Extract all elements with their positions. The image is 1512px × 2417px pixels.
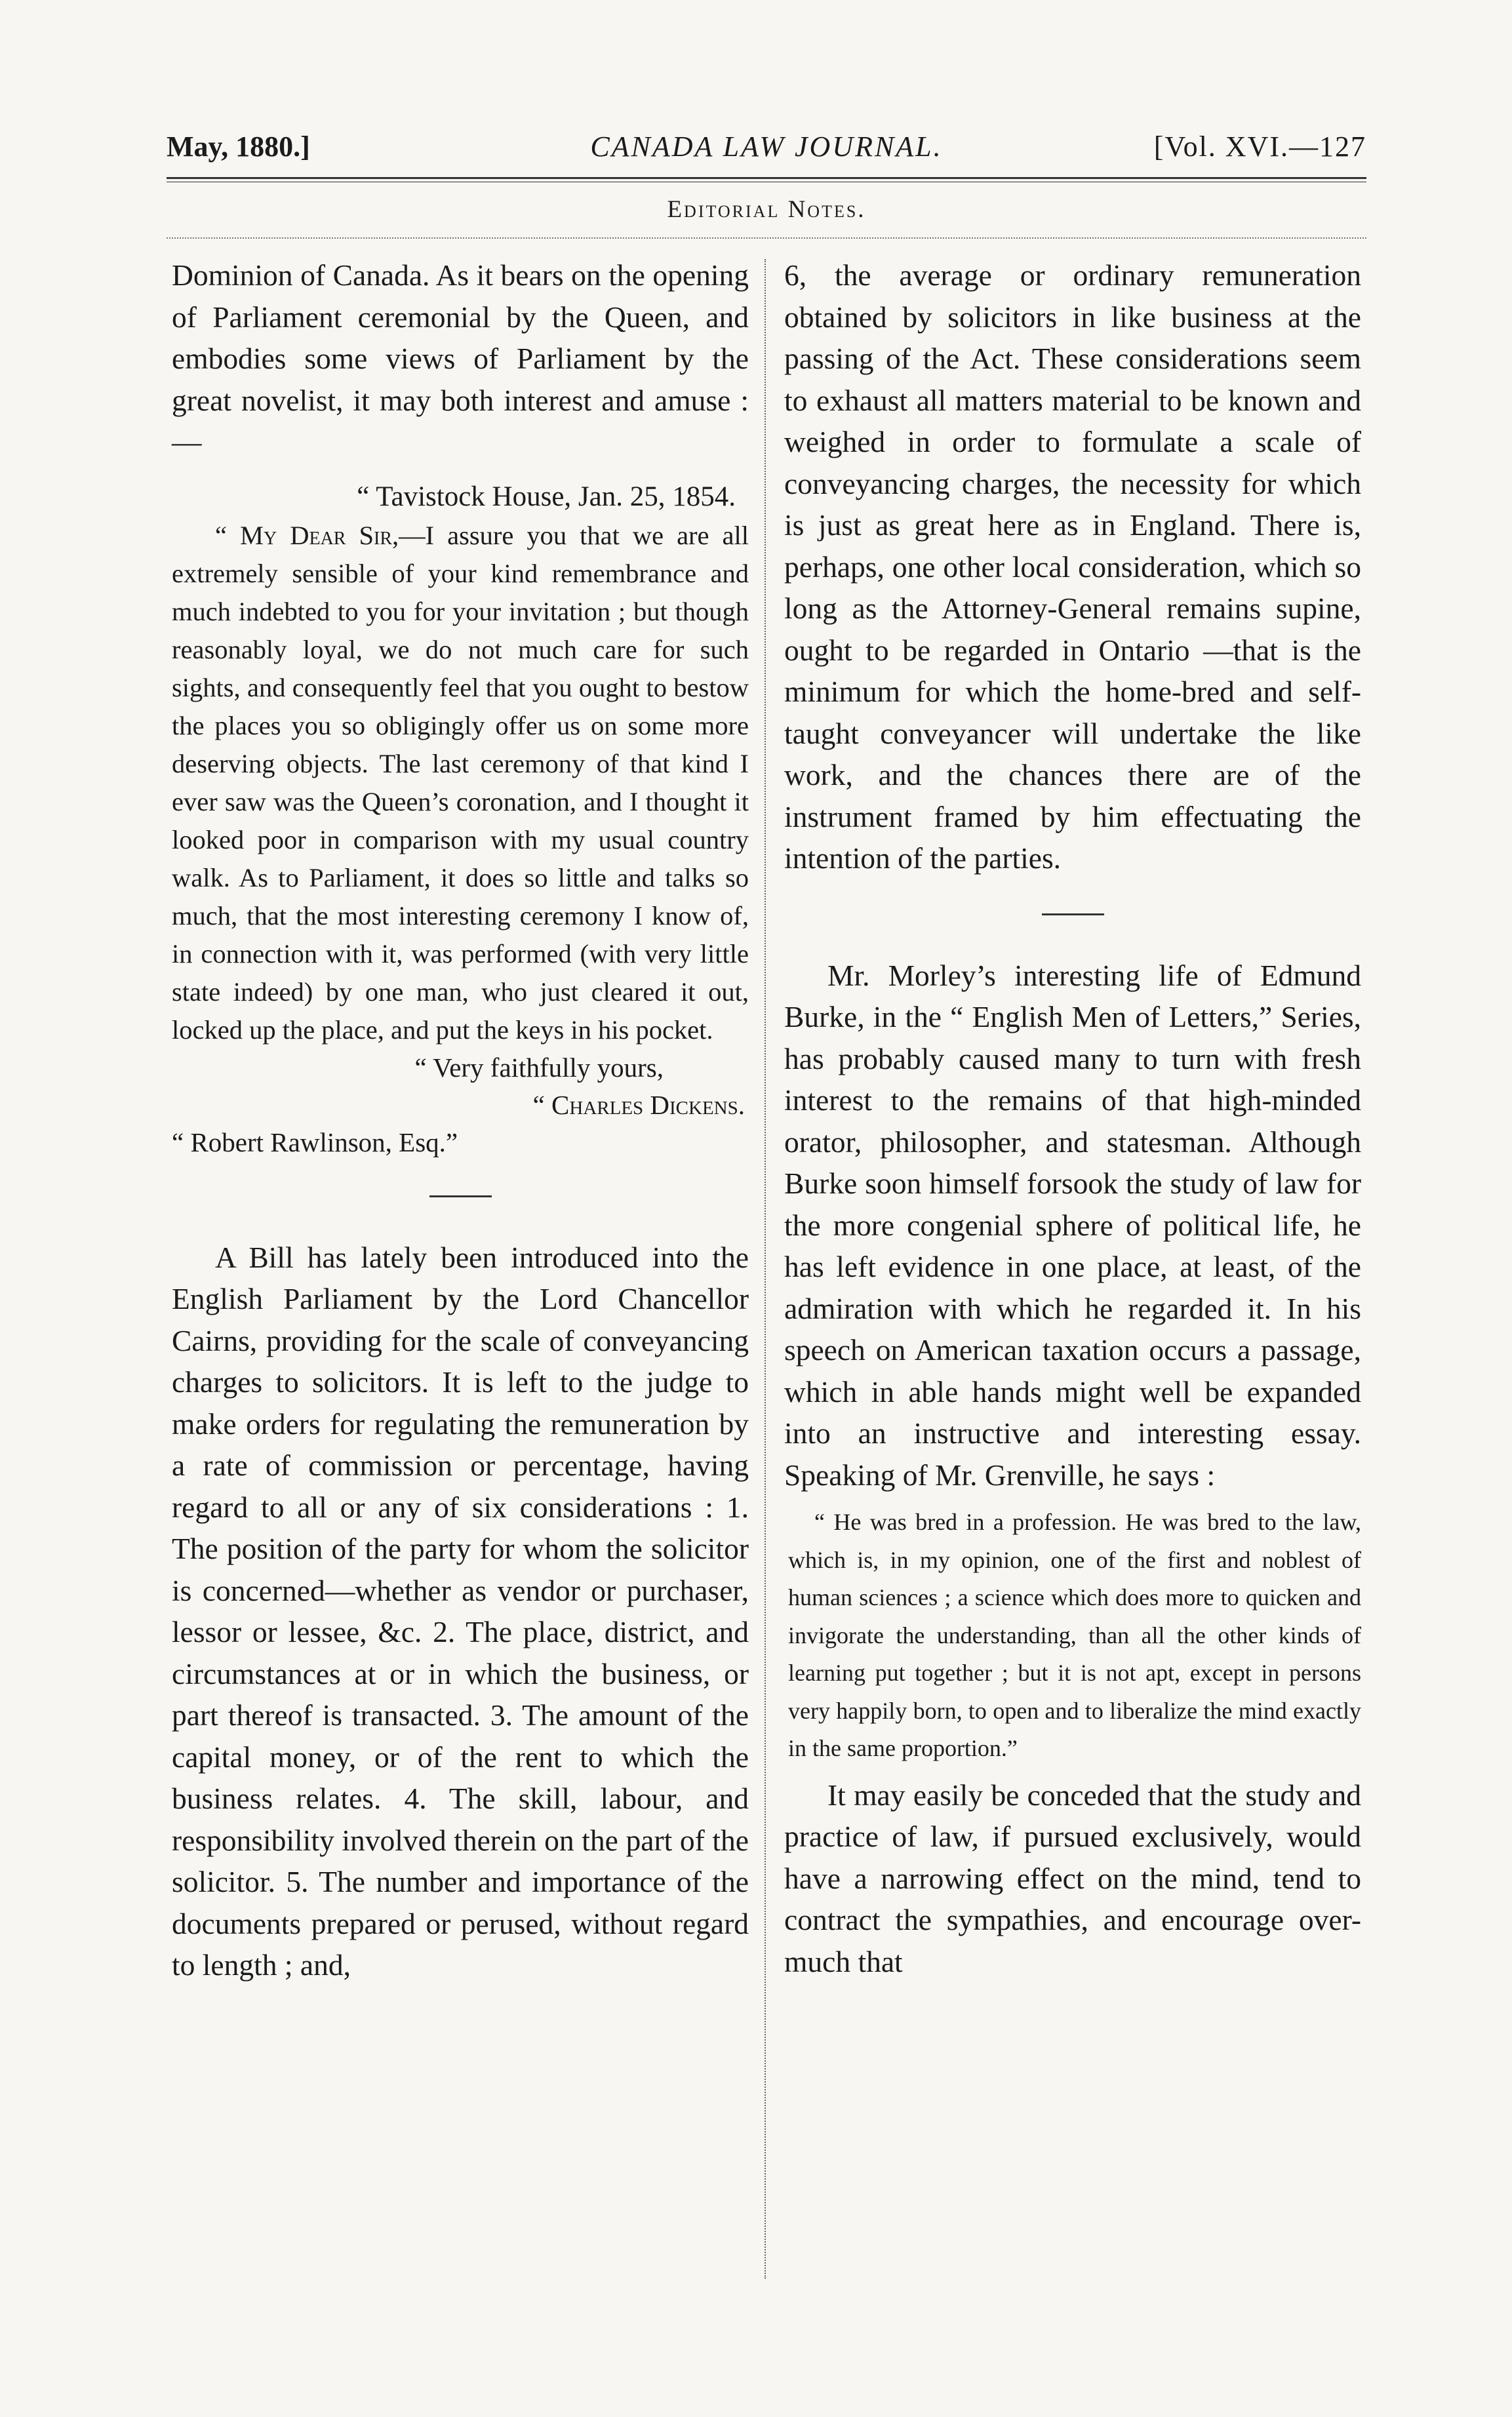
journal-title: CANADA LAW JOURNAL. — [590, 130, 943, 163]
continuation-paragraph: 6, the average or ordinary remuneration obtained by solicitors in like business at the passing of the Act. These considerations seem to exhaust all matters material to be known and weighed in order to formulate a scale of conveyancing charges, the necessity for which is just as great here as in England. There is, perhaps, one other local consideration, which so long as the Attorney-General remains supine, ought to be regarded in Ontario —that is the minimum for which the home-bred and self-taught conveyancer will undertake the like work, and the chances there are of the instrument framed by him effectuating the intention of the parties. — [784, 258, 1361, 875]
letter-dateline: “ Tavistock House, Jan. 25, 1854. — [357, 481, 736, 512]
section-rule — [167, 237, 1366, 239]
volume-page: [Vol. XVI.—127 — [1153, 130, 1366, 163]
header-rule-top — [167, 177, 1366, 179]
running-header — [167, 130, 1366, 169]
bill-paragraph: A Bill has lately been introduced into the English Parliament by the Lord Chancellor Cairns, providing for the scale of conveyancing charges to solicitors. It is left to the judge to make orders for regulating the remuneration by a rate of commission or percentage, having regard to all or any of six considerations : 1. The position of the party for whom the solicitor is concerned—whether as vendor or purchaser, lessor or lessee, &c. 2. The place, district, and circumstances at or in which the business, or part thereof is transacted. 3. The amount of the capital money, or of the rent to which the business relates. 4. The skill, labour, and responsibility involved therein on the part of the solicitor. 5. The number and importance of the documents prepared or perused, without regard to length ; and, — [172, 1240, 749, 1982]
letter-addressee: “ Robert Rawlinson, Esq.” — [172, 1127, 458, 1157]
letter-text: —I assure you that we are all extremely sensible of your kind remembrance and much indebted to you for your invitation ; but though reasonably loyal, we do not much care for such sights, and consequently feel that you ought to bestow the places you so obligingly offer us on some more deserving objects. The last ceremony of that kind I ever saw was the Queen’s coronation, and I thought it looked poor in comparison with my usual country walk. As to Parliament, it does so little and talks so much, that the most interesting ceremony I know of, in connection with it, was performed (with very little state indeed) by one man, who just cleared it out, locked up the place, and put the keys in his pocket. — [172, 520, 749, 1045]
left-column — [172, 254, 749, 1986]
letter-signature: “ Charles Dickens. — [532, 1089, 745, 1120]
letter-closing: “ Very faithfully yours, — [414, 1052, 664, 1083]
header-date: May, 1880.] — [167, 130, 310, 163]
letter-body — [172, 517, 749, 1049]
column-divider — [765, 259, 766, 2279]
right-column — [784, 254, 1361, 1982]
section-heading: Editorial Notes. — [667, 196, 866, 223]
final-paragraph: It may easily be conceded that the study and practice of law, if pursued exclusively, would have a narrowing effect on the mind, tend to contract the sympathies, and encourage over-much that — [784, 1778, 1361, 1978]
letter-salutation: “ My Dear Sir, — [215, 520, 399, 550]
burke-paragraph: Mr. Morley’s interesting life of Edmund Burke, in the “ English Men of Letters,” Series, has probably caused many to turn with fresh interest to the remains of that high-minded orator, philosopher, and statesman. Although Burke soon himself forsook the study of law for the more congenial sphere of political life, he has left evidence in one place, at least, of the admiration with which he regarded it. In his speech on American taxation occurs a passage, which in able hands might well be expanded into an instructive and interesting essay. Speaking of Mr. Grenville, he says : — [784, 958, 1361, 1492]
intro-paragraph: Dominion of Canada. As it bears on the opening of Parliament ceremonial by the Queen, and embodies some views of Parliament by the great novelist, it may both interest and amuse :— — [172, 258, 749, 458]
burke-quote: “ He was bred in a profession. He was bred to the law, which is, in my opinion, one of the first and noblest of human sciences ; a science which does more to quicken and invigorate the understanding, than all the other kinds of learning put together ; but it is not apt, except in persons very happily born, to open and to liberalize the mind exactly in the same proportion.” — [788, 1509, 1361, 1761]
